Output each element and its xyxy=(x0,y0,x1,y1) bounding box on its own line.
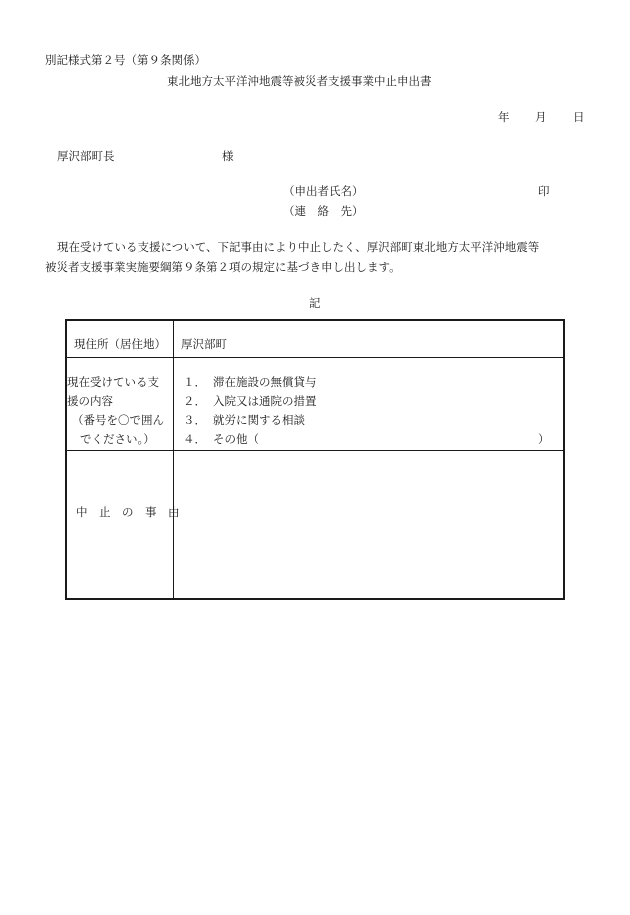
support-content-label-line2: 援の内容 xyxy=(67,394,113,408)
addressee: 厚沢部町長 xyxy=(57,149,115,163)
contact-label: （連 絡 先） xyxy=(283,204,364,218)
date-month-label: 月 xyxy=(535,110,547,124)
option-other-close-paren: ） xyxy=(538,432,550,446)
cancellation-reason-field[interactable] xyxy=(175,452,563,598)
form-number: 別記様式第２号（第９条関係） xyxy=(45,53,206,67)
form-title: 東北地方太平洋沖地震等被災者支援事業中止申出書 xyxy=(167,74,432,88)
option-text-other: その他（ xyxy=(213,432,259,446)
option-text-facility: 滞在施設の無償貸与 xyxy=(213,375,317,389)
applicant-name-label: （申出者氏名） xyxy=(283,184,364,198)
support-content-label-line4: でください。） xyxy=(80,432,155,446)
option-number: １． xyxy=(183,375,206,389)
body-text-line2: 被災者支援事業実施要綱第９条第２項の規定に基づき申し出します。 xyxy=(45,260,401,274)
seal-label: 印 xyxy=(538,184,550,198)
option-number: ４． xyxy=(183,432,206,446)
body-text-line1: 現在受けている支援について、下記事由により中止したく、厚沢部町東北地方太平洋沖地震等 xyxy=(57,240,540,254)
support-content-label-line3: （番号を〇で囲ん xyxy=(72,413,164,427)
table-row-divider-1 xyxy=(67,357,563,358)
ki-heading: 記 xyxy=(309,296,321,310)
cancellation-reason-label: 中 止 の 事 由 xyxy=(76,505,180,519)
option-text-hospital: 入院又は通院の措置 xyxy=(213,394,317,408)
form-table xyxy=(65,319,565,600)
option-text-employment: 就労に関する相談 xyxy=(213,413,305,427)
table-row-divider-2 xyxy=(67,450,563,451)
option-number: ２． xyxy=(183,394,206,408)
date-day-label: 日 xyxy=(573,110,585,124)
honorific: 様 xyxy=(222,149,234,163)
table-column-divider xyxy=(173,321,174,598)
residence-label: 現住所（居住地） xyxy=(74,337,166,351)
option-number: ３． xyxy=(183,413,206,427)
support-content-label-line1: 現在受けている支 xyxy=(67,375,159,389)
date-year-label: 年 xyxy=(498,110,510,124)
residence-value: 厚沢部町 xyxy=(181,337,227,351)
